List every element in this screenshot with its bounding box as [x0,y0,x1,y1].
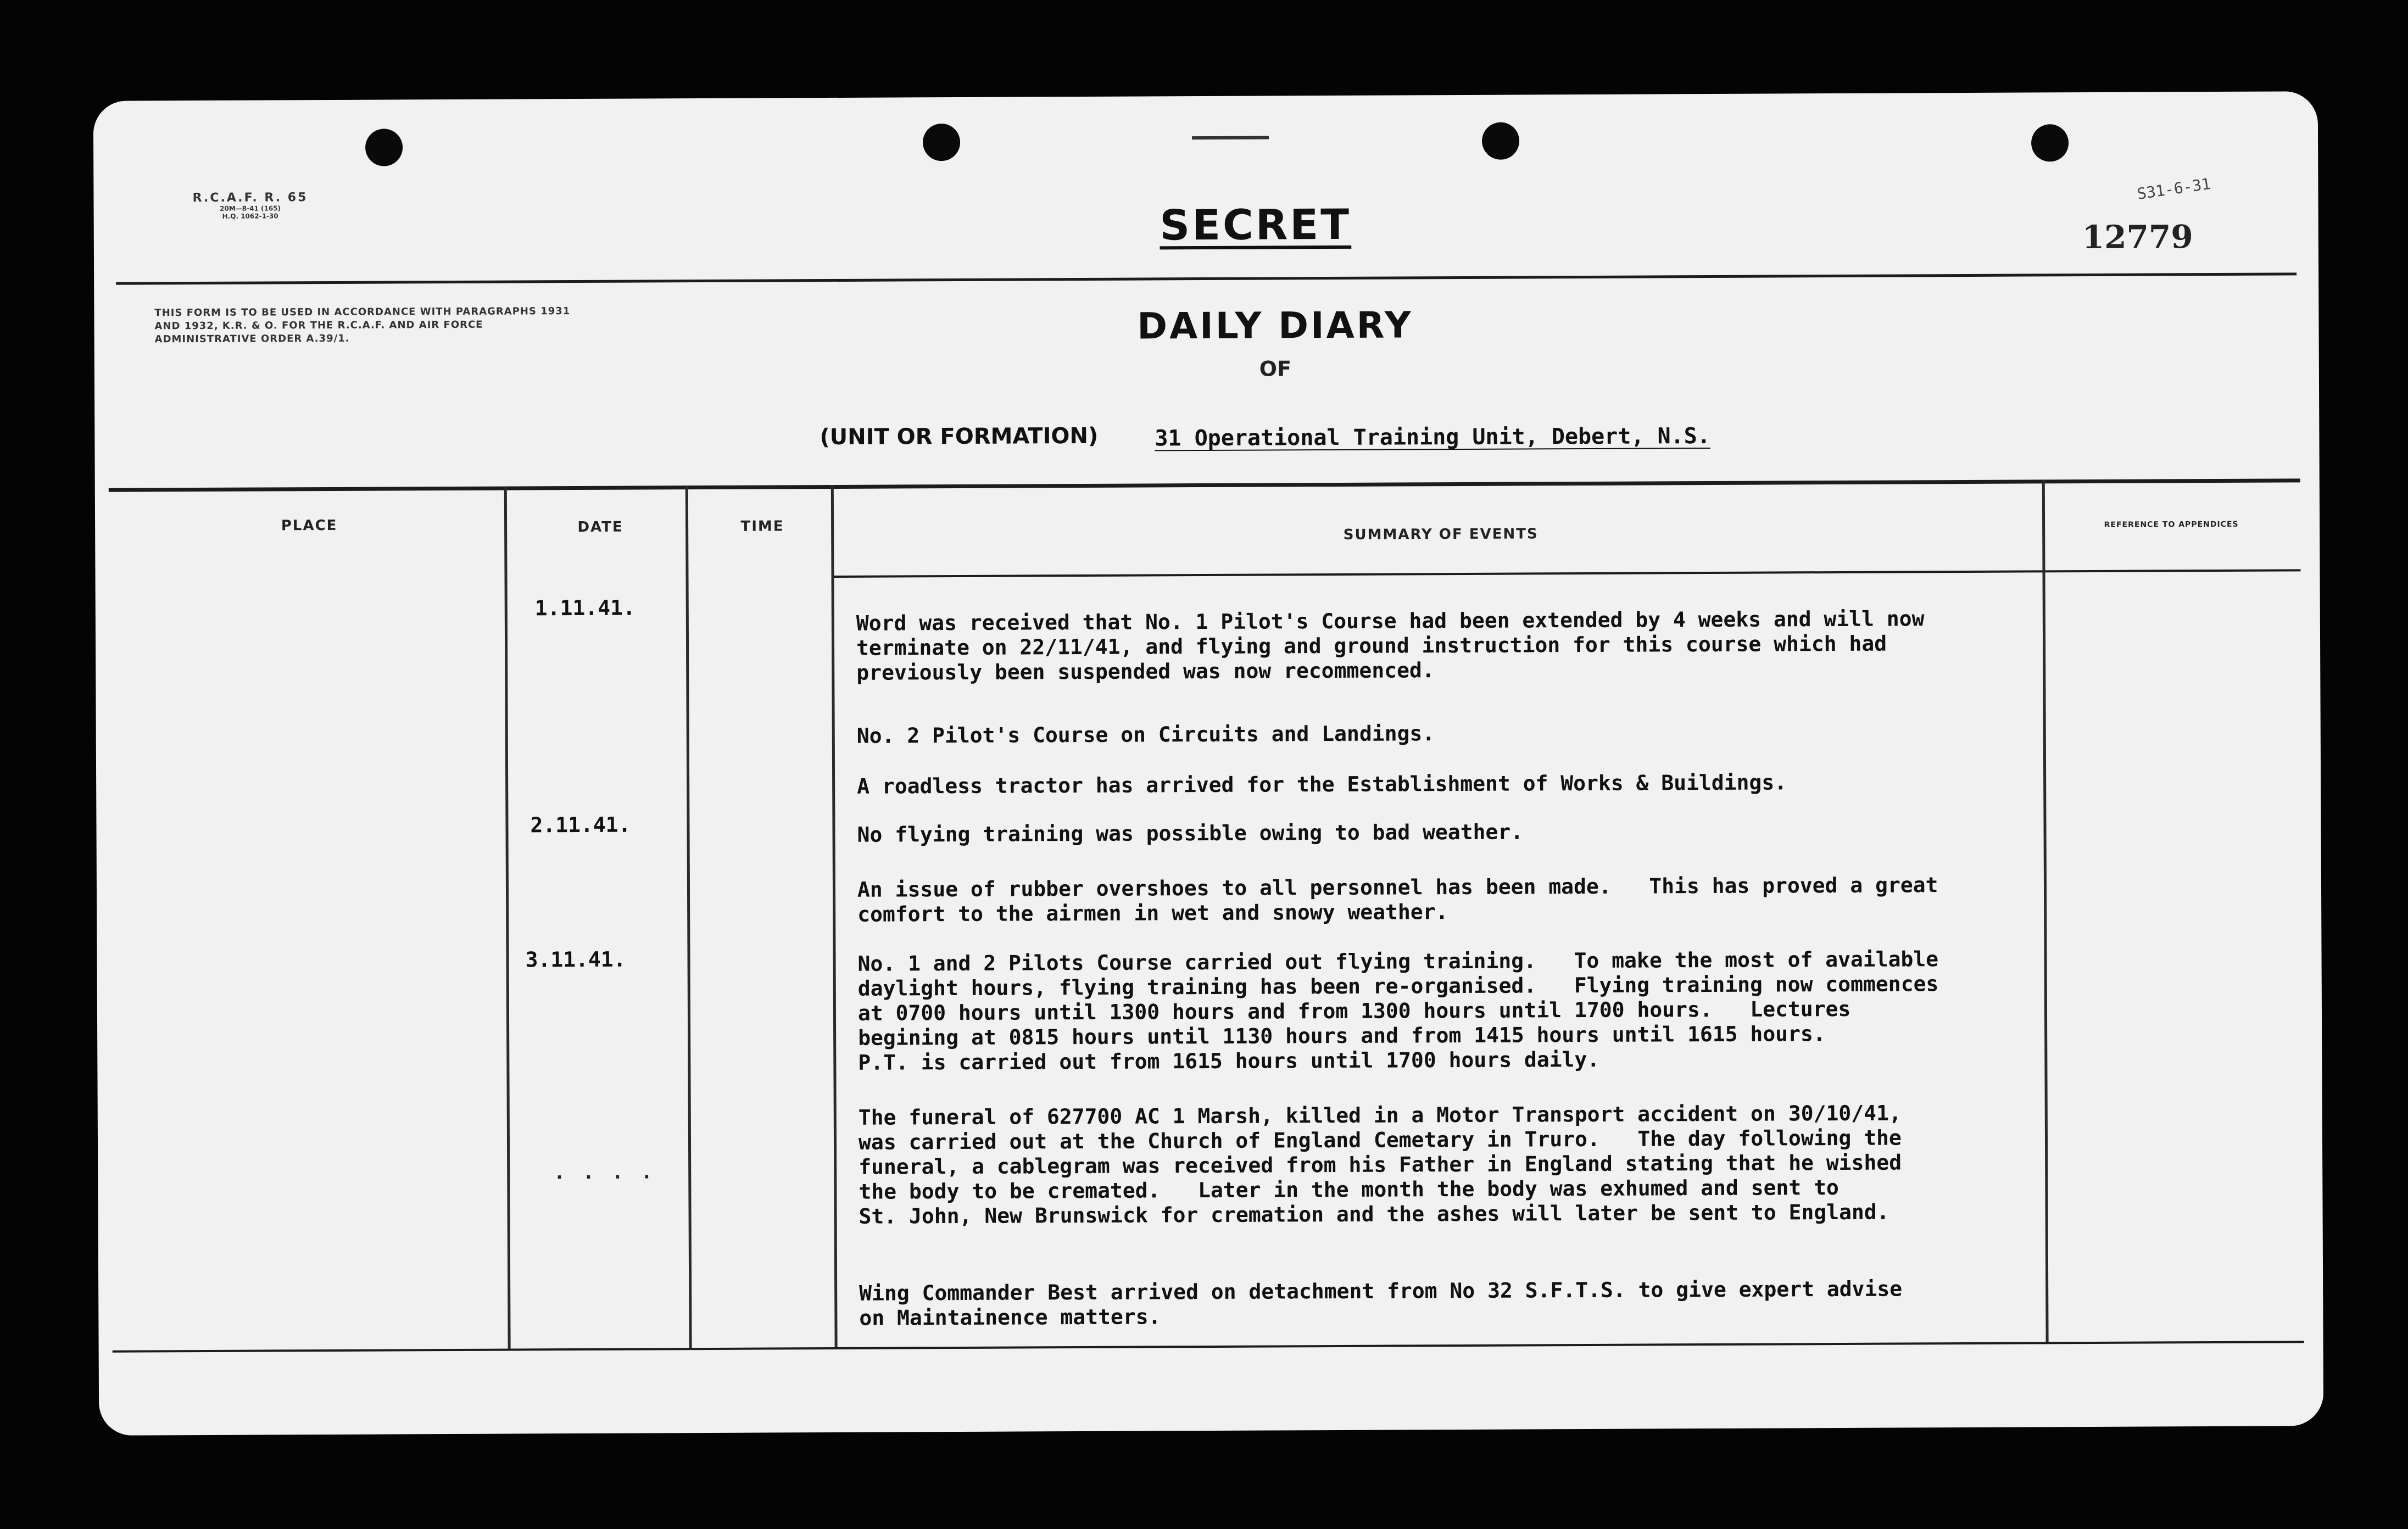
punch-hole [2031,124,2069,161]
handwritten-note: S31-6-31 [2136,174,2212,203]
column-header-summary: SUMMARY OF EVENTS [1343,526,1539,543]
diary-entry: A roadless tractor has arrived for the Establishment of Works & Buildings. [857,770,1787,799]
column-header-place: PLACE [281,517,338,534]
top-mark [1192,136,1269,140]
classification-stamp: SECRET [1160,199,1352,250]
column-divider [831,485,838,1347]
column-header-reference: REFERENCE TO APPENDICES [2104,520,2239,529]
continuation-dots: . . . . [554,1161,656,1184]
column-divider [504,487,511,1349]
entry-date: 2.11.41. [530,812,631,838]
header-rule [116,272,2296,284]
diary-entry: Word was received that No. 1 Pilot's Course had been extended by 4 weeks and will now terminate on 22/11/41, and flying and ground instruction for this course which had previously been suspended was now recommenced. [856,606,1925,685]
title-of: OF [1259,356,1292,381]
punch-hole [365,129,403,166]
form-print-line: 20M—8-41 (165) [220,204,281,213]
form-print-line: H.Q. 1062-1-30 [222,212,278,220]
punch-hole [1482,122,1519,160]
page-title: DAILY DIARY [1137,304,1413,348]
column-header-date: DATE [577,518,623,536]
diary-entry: The funeral of 627700 AC 1 Marsh, killed in a Motor Transport accident on 30/10/41, was carried out at the Church of England Cemetary in Truro. The day following the funeral, a cablegram was received from his Father in England stating that he wished the body to be cremated. Later in the month the body was exhumed and sent to St. John, New Brunswick for cremation and the ashes will later be sent to England. [858,1101,1902,1229]
diary-entry: An issue of rubber overshoes to all personnel has been made. This has proved a great comfort to the airmen in wet and snowy weather. [857,873,1938,927]
column-header-time: TIME [740,518,784,535]
reference-number: 12779 [2082,218,2193,256]
table-bottom-rule [113,1341,2304,1352]
unit-label: (UNIT OR FORMATION) [820,423,1099,450]
header-row-rule [834,569,2301,578]
form-number: R.C.A.F. R. 65 [192,191,308,205]
entry-date: 3.11.41. [525,947,626,972]
diary-entry: No flying training was possible owing to bad weather. [857,819,1524,847]
unit-value: 31 Operational Training Unit, Debert, N.S. [1155,423,1710,451]
table-top-rule [109,478,2300,492]
diary-entry: No. 1 and 2 Pilots Course carried out flying training. To make the most of available daylight hours, flying training has been re-organised. Flying training now commences at 0700 hours until 1300 hours and from 1300 hours until 1700 hours. Lectures begining at 0815 hours until 1130 hours and from 1415 hours until 1615 hours. P.T. is carried out from 1615 hours until 1700 hours daily. [857,947,1939,1075]
diary-entry: Wing Commander Best arrived on detachment from No 32 S.F.T.S. to give expert advise on Maintainence matters. [859,1276,1903,1330]
column-divider [685,486,692,1348]
form-instructions: THIS FORM IS TO BE USED IN ACCORDANCE WITH PARAGRAPHS 1931 AND 1932, K.R. & O. FOR THE R.C.A.F. AND AIR FORCE ADMINISTRATIVE ORDER A.39/1. [154,305,571,345]
punch-hole [923,124,960,161]
diary-entry: No. 2 Pilot's Course on Circuits and Landings. [856,721,1435,748]
diary-form-card [93,91,2324,1436]
entry-date: 1.11.41. [534,595,636,621]
form-number-block [159,191,341,220]
